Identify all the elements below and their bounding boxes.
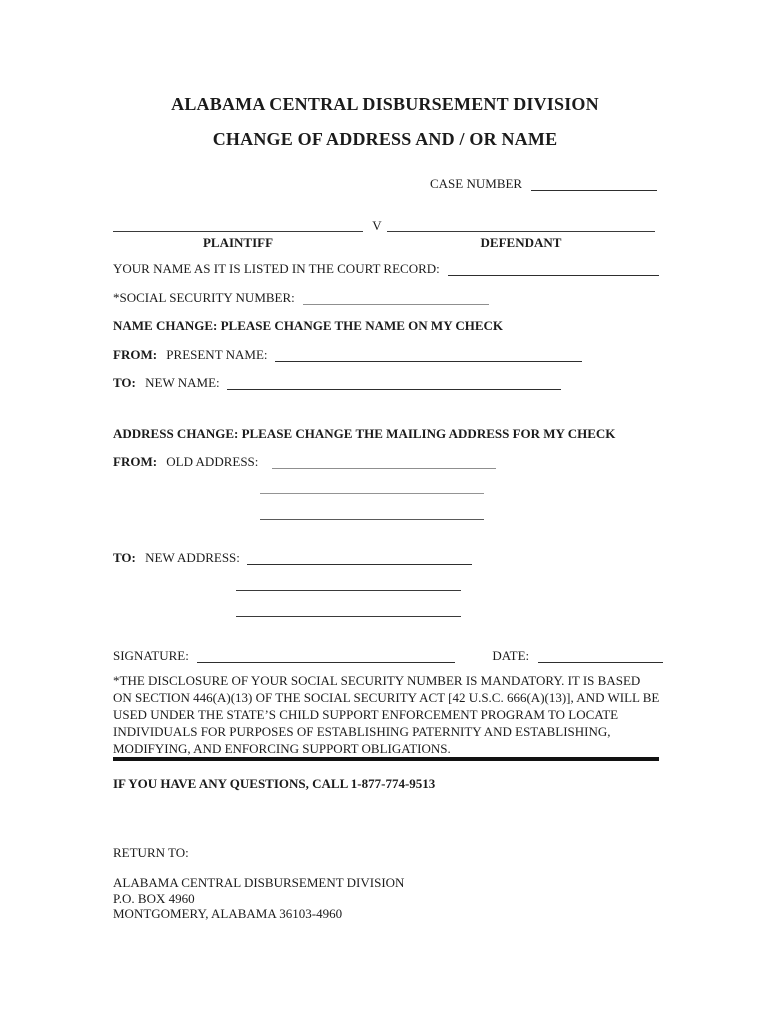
name-change-heading: NAME CHANGE: PLEASE CHANGE THE NAME ON MY CHECK: [113, 318, 504, 333]
page-subtitle: CHANGE OF ADDRESS AND / OR NAME: [212, 129, 558, 149]
old-address-line2-field[interactable]: [260, 493, 484, 494]
signature-label: SIGNATURE:: [113, 648, 189, 663]
new-name-label: NEW NAME:: [145, 375, 220, 390]
new-address-line2-field[interactable]: [236, 590, 461, 591]
old-address-line3-field[interactable]: [260, 519, 484, 520]
ssn-field[interactable]: [303, 301, 489, 305]
questions-line: IF YOU HAVE ANY QUESTIONS, CALL 1-877-774-9513: [113, 776, 436, 791]
case-number-field[interactable]: [531, 187, 657, 191]
to-label: TO:: [113, 375, 136, 390]
new-address-line1-field[interactable]: [247, 561, 472, 565]
plaintiff-label: PLAINTIFF: [202, 235, 274, 250]
return-address-line: MONTGOMERY, ALABAMA 36103-4960: [113, 906, 343, 921]
present-name-field[interactable]: [275, 358, 582, 362]
court-record-name-field[interactable]: [448, 272, 659, 276]
defendant-label: DEFENDANT: [480, 235, 562, 250]
date-field[interactable]: [538, 659, 663, 663]
new-name-row: [113, 375, 561, 391]
return-to-label: RETURN TO:: [113, 845, 189, 860]
date-label: DATE:: [492, 648, 530, 663]
signature-field[interactable]: [197, 659, 455, 663]
page-title: ALABAMA CENTRAL DISBURSEMENT DIVISION: [171, 94, 599, 114]
versus-label: V: [372, 218, 382, 233]
from-label: FROM:: [113, 454, 158, 469]
old-address-label: OLD ADDRESS:: [166, 454, 259, 469]
present-name-row: [113, 347, 582, 363]
section-divider: [113, 757, 659, 761]
signature-row: [113, 648, 663, 664]
old-address-row: [113, 454, 496, 470]
defendant-name-field[interactable]: [387, 231, 655, 232]
old-address-line1-field[interactable]: [272, 465, 496, 469]
court-record-label: YOUR NAME AS IT IS LISTED IN THE COURT RECORD:: [113, 261, 440, 276]
address-change-heading: ADDRESS CHANGE: PLEASE CHANGE THE MAILING ADDRESS FOR MY CHECK: [113, 426, 616, 441]
ssn-disclosure-text: *THE DISCLOSURE OF YOUR SOCIAL SECURITY NUMBER IS MANDATORY. IT IS BASED ON SECTION 446(A)(13) OF THE SOCIAL SECURITY ACT [42 U.S.C. 666(A)(13)], AND WILL BE USED UNDER THE STATE’S CHILD SUPPORT ENFORCEMENT PROGRAM TO LOCATE INDIVIDUALS FOR PURPOSES OF ESTABLISHING PATERNITY AND ESTABLISHING, MODIFYING, AND ENFORCING SUPPORT OBLIGATIONS.: [113, 673, 660, 756]
new-name-field[interactable]: [227, 386, 561, 390]
plaintiff-name-field[interactable]: [113, 231, 363, 232]
return-address-block: [113, 875, 404, 922]
new-address-line3-field[interactable]: [236, 616, 461, 617]
to-label: TO:: [113, 550, 136, 565]
court-record-row: [113, 261, 659, 277]
return-address-line: ALABAMA CENTRAL DISBURSEMENT DIVISION: [113, 875, 405, 890]
new-address-label: NEW ADDRESS:: [145, 550, 240, 565]
case-number-label: CASE NUMBER: [430, 176, 523, 191]
return-address-line: P.O. BOX 4960: [113, 890, 195, 906]
ssn-row: [113, 290, 489, 306]
new-address-row: [113, 550, 472, 566]
ssn-label: *SOCIAL SECURITY NUMBER:: [113, 290, 295, 305]
from-label: FROM:: [113, 347, 158, 362]
case-number-row: [430, 176, 657, 192]
present-name-label: PRESENT NAME:: [166, 347, 268, 362]
